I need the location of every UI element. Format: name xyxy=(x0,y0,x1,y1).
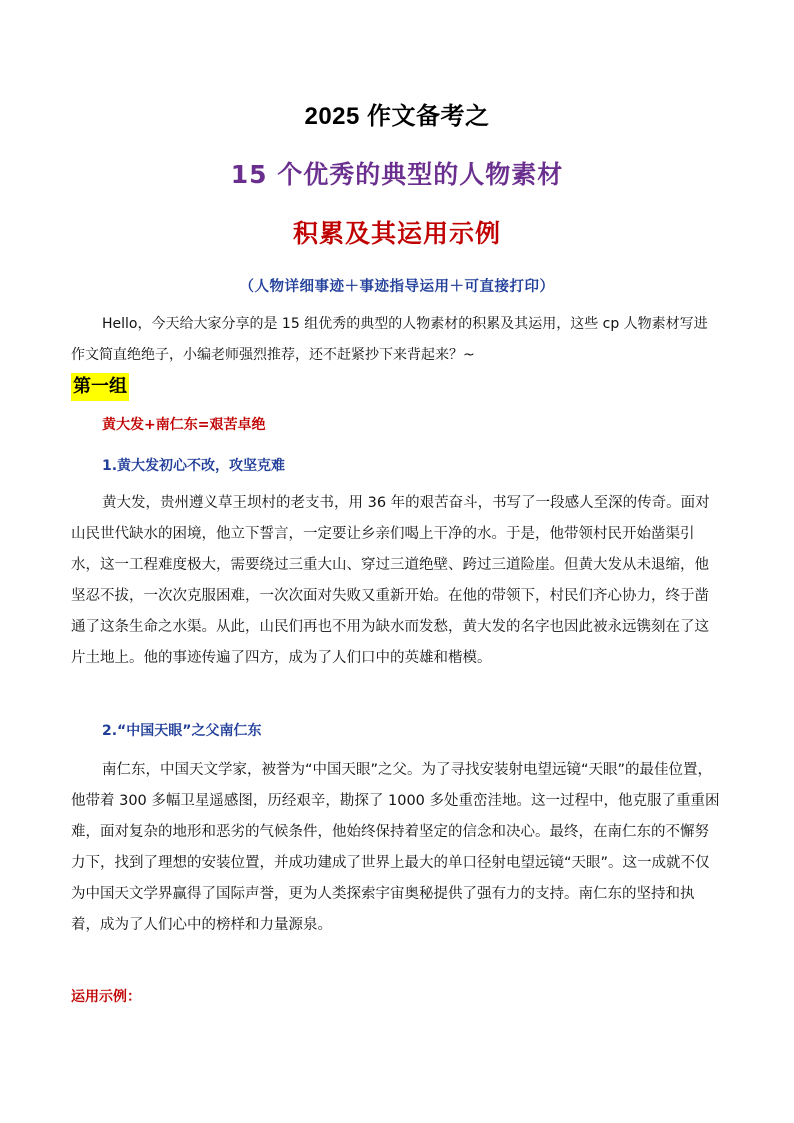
document-tagline: （人物详细事迹＋事迹指导运用＋可直接打印） xyxy=(239,279,555,295)
item-heading: 2.“中国天眼”之父南仁东 xyxy=(102,723,262,739)
group-heading: 第一组 xyxy=(71,373,129,401)
document-subtitle-purple: 15 个优秀的典型的人物素材 xyxy=(230,160,564,189)
item-heading: 1.黄大发初心不改，攻坚克难 xyxy=(102,458,286,474)
usage-example-label: 运用示例： xyxy=(71,989,141,1005)
document-title: 2025 作文备考之 xyxy=(304,103,490,130)
intro-paragraph: Hello，今天给大家分享的是 15 组优秀的典型的人物素材的积累及其运用，这些 cp 人物素材写进作文简直绝绝子，小编老师强烈推荐，还不赶紧抄下来背起来？~ xyxy=(71,316,708,363)
document-subtitle-red: 积累及其运用示例 xyxy=(292,219,501,248)
group-formula: 黄大发+南仁东=艰苦卓绝 xyxy=(102,417,266,433)
item-paragraph: 黄大发，贵州遵义草王坝村的老支书，用 36 年的艰苦奋斗，书写了一段感人至深的传奇。面对山民世代缺水的困境，他立下誓言，一定要让乡亲们喝上干净的水。于是，他带领村民开始凿渠引水，这一工程难度极大，需要绕过三重大山、穿过三道绝壁、跨过三道险崖。但黄大发从未退缩，他坚忍不拔，一次次克服困难，一次次面对失败又重新开始。在他的带领下，村民们齐心协力，终于凿通了这条生命之水渠。从此，山民们再也不用为缺水而发愁，黄大发的名字也因此被永远镌刻在了这片土地上。他的事迹传遍了四方，成为了人们口中的英雄和楷模。 xyxy=(71,495,710,666)
item-paragraph: 南仁东，中国天文学家，被誉为“中国天眼”之父。为了寻找安装射电望远镜“天眼”的最佳位置，他带着 300 多幅卫星遥感图，历经艰辛，勘探了 1000 多处重峦洼地。这一过程中，他克服了重重困难，面对复杂的地形和恶劣的气候条件，他始终保持着坚定的信念和决心。最终，在南仁东的不懈努力下，找到了理想的安装位置，并成功建成了世界上最大的单口径射电望远镜“天眼”。这一成就不仅为中国天文学界赢得了国际声誉，更为人类探索宇宙奥秘提供了强有力的支持。南仁东的坚持和执着，成为了人们心中的榜样和力量源泉。 xyxy=(71,762,720,933)
